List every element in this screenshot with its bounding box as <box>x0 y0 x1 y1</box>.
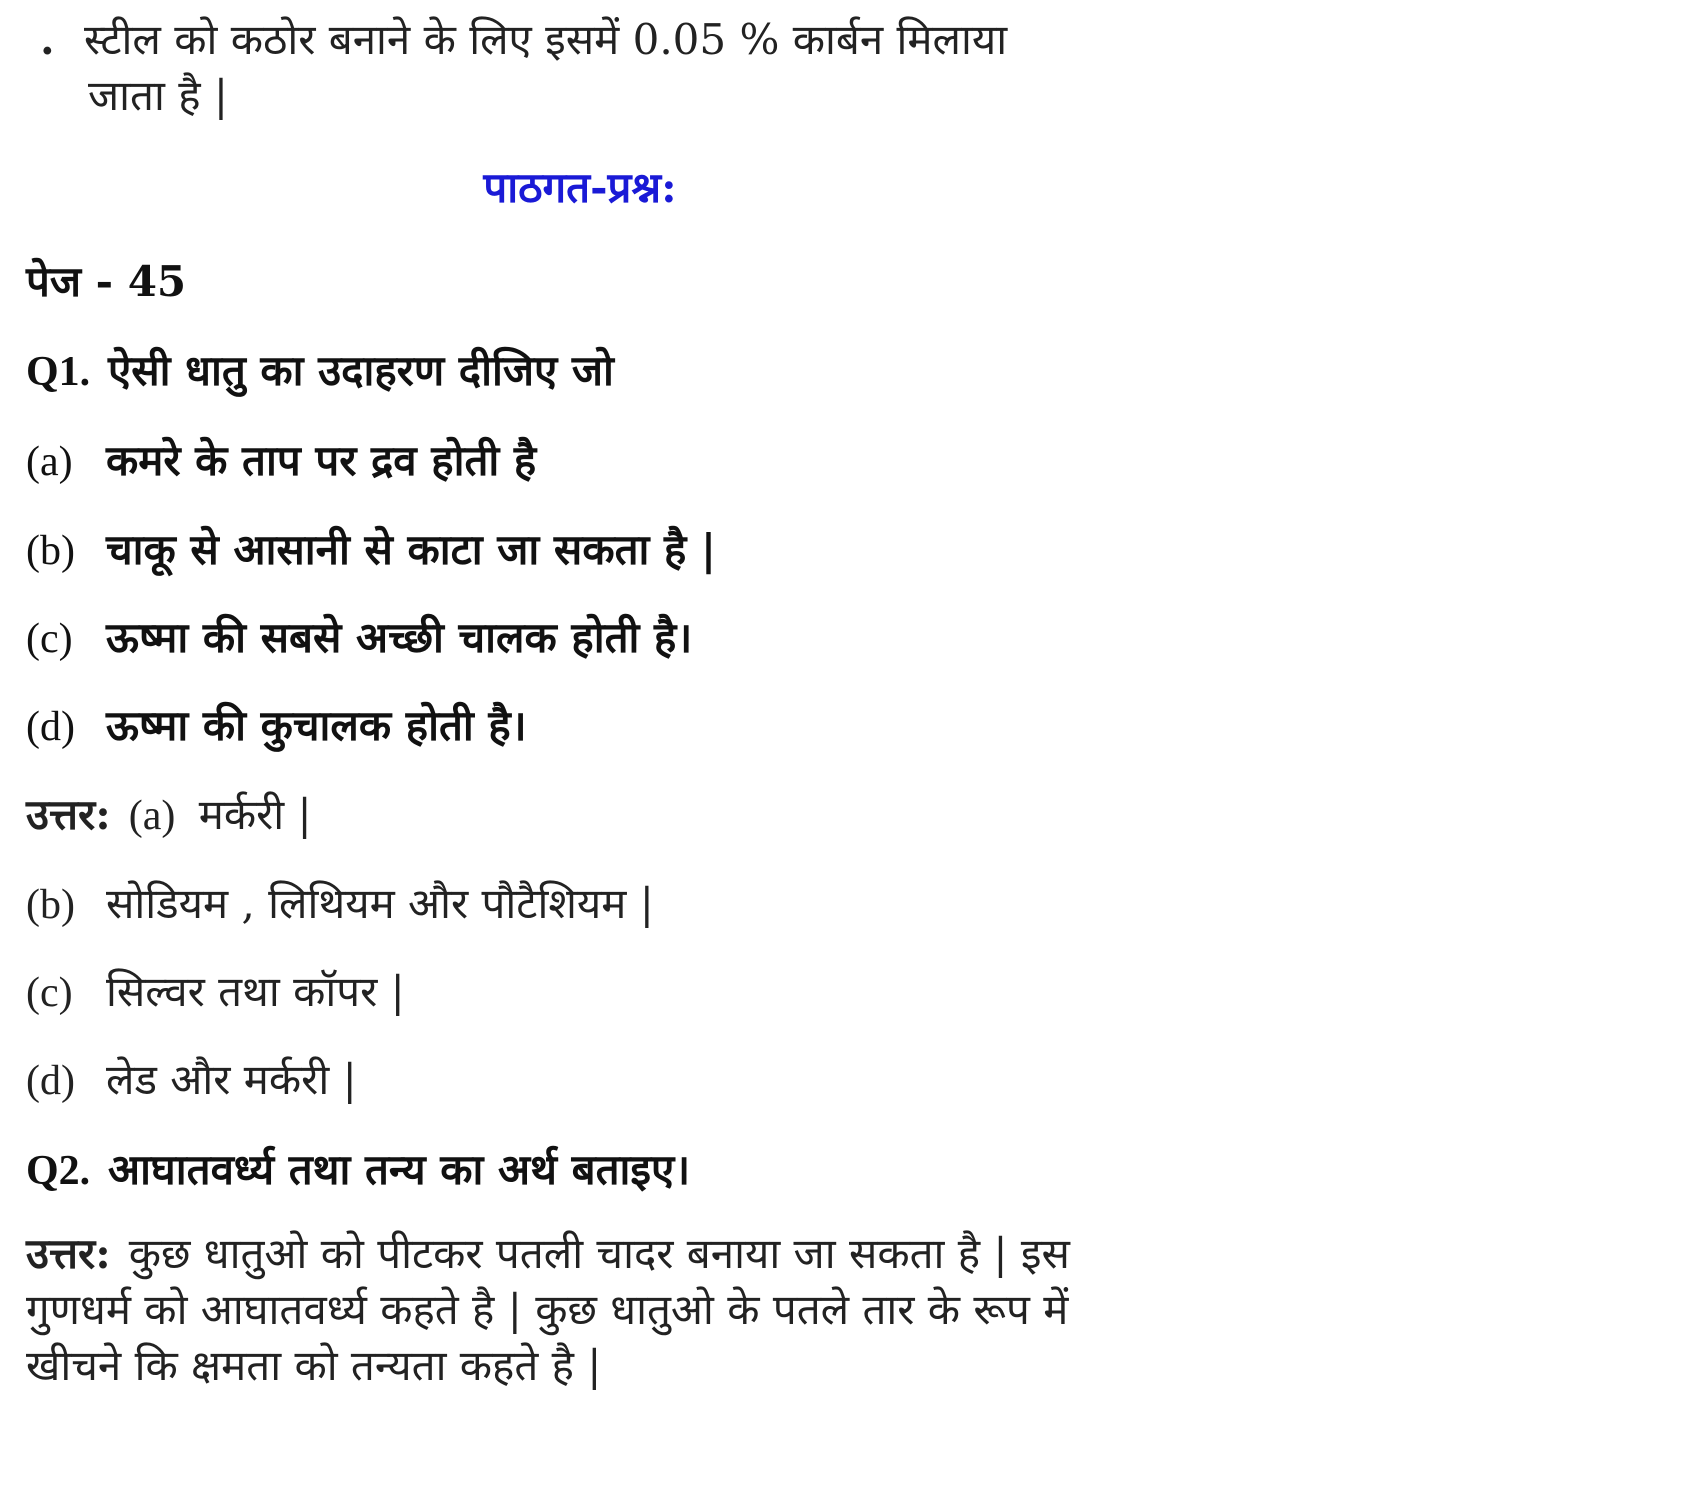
option-label: (a) <box>26 439 73 485</box>
answer-option-label: (d) <box>26 1058 75 1104</box>
answer-2-text: कुछ धातुओ को पीटकर पतली चादर बनाया जा सकता है | इस गुणधर्म को आघातवर्ध्य कहते है | कुछ धातुओ के पतले तार के रूप में खीचने कि क्षमता को तन्यता कहते है | <box>26 1229 1070 1390</box>
option-label: (b) <box>26 528 75 574</box>
option-text: चाकू से आसानी से काटा जा सकता है | <box>106 525 717 574</box>
answer-1-b <box>26 876 654 933</box>
answer-text: मर्करी | <box>198 790 312 839</box>
answer-label: उत्तर: <box>26 790 111 839</box>
answer-label: उत्तर: <box>26 1229 111 1278</box>
answer-1-c <box>26 964 405 1021</box>
answer-1-d <box>26 1052 357 1109</box>
answer-text: सिल्वर तथा कॉपर | <box>106 967 405 1016</box>
answer-1-a <box>26 787 312 844</box>
answer-text: सोडियम , लिथियम और पौटैशियम | <box>106 879 654 928</box>
answer-option-label: (c) <box>26 970 73 1016</box>
answer-option-label: (a) <box>128 793 176 839</box>
question-1-option-a <box>26 433 536 490</box>
question-1 <box>26 343 614 400</box>
option-text: ऊष्मा की सबसे अच्छी चालक होती है। <box>106 613 693 662</box>
question-2-text: आघातवर्ध्य तथा तन्य का अर्थ बताइए। <box>108 1145 691 1194</box>
question-1-label: Q1. <box>26 349 91 395</box>
option-label: (d) <box>26 704 75 750</box>
answer-text: लेड और मर्करी | <box>106 1055 357 1104</box>
question-2-label: Q2. <box>26 1148 91 1194</box>
question-1-option-d <box>26 698 527 755</box>
intro-text-1: स्टील को कठोर बनाने के लिए इसमें 0.05 % कार्बन मिलाया <box>84 15 1008 64</box>
question-1-text: ऐसी धातु का उदाहरण दीजिए जो <box>108 346 614 395</box>
option-text: कमरे के ताप पर द्रव होती है <box>106 436 537 485</box>
intro-line-2: जाता है | <box>88 71 229 120</box>
question-1-option-c <box>26 610 692 667</box>
option-label: (c) <box>26 616 73 662</box>
option-text: ऊष्मा की कुचालक होती है। <box>106 701 527 750</box>
answer-2-paragraph <box>26 1226 1146 1394</box>
question-2 <box>26 1142 690 1199</box>
page-reference: पेज - 45 <box>26 257 187 306</box>
section-heading: पाठगत-प्रश्न: <box>483 163 677 212</box>
question-1-option-b <box>26 522 716 579</box>
answer-option-label: (b) <box>26 882 75 928</box>
intro-line-1 <box>40 12 1007 68</box>
bullet-dot: . <box>40 15 55 64</box>
